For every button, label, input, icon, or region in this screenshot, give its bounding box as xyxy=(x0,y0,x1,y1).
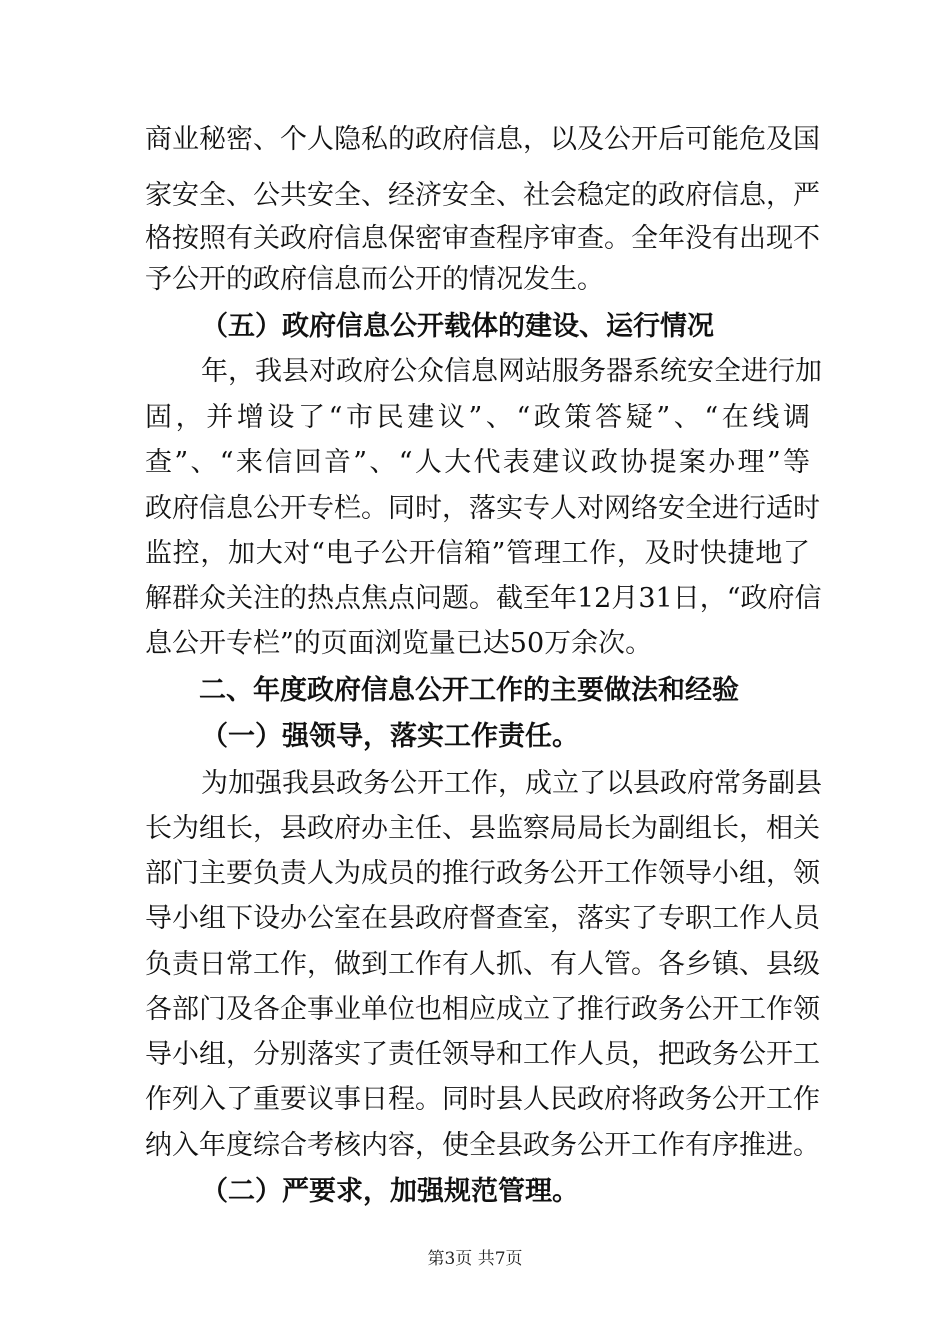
subsection-heading: （二）严要求，加强规范管理。 xyxy=(201,1176,579,1207)
paragraph-line: 商业秘密、个人隐私的政府信息，以及公开后可能危及国 xyxy=(145,124,820,155)
paragraph-line: 导小组，分别落实了责任领导和工作人员，把政务公开工 xyxy=(145,1039,820,1070)
paragraph-line: 纳入年度综合考核内容，使全县政务公开工作有序推进。 xyxy=(145,1130,820,1161)
paragraph-line: 查”、“来信回音”、“人大代表建议政协提案办理”等 xyxy=(145,447,810,478)
paragraph-line: 部门主要负责人为成员的推行政务公开工作领导小组，领 xyxy=(145,858,820,889)
paragraph-line: 政府信息公开专栏。同时，落实专人对网络安全进行适时 xyxy=(145,493,820,524)
paragraph-line: 负责日常工作，做到工作有人抓、有人管。各乡镇、县级 xyxy=(145,949,820,980)
paragraph-line: 年，我县对政府公众信息网站服务器系统安全进行加 xyxy=(201,356,822,387)
paragraph-line: 固，并增设了“市民建议”、“政策答疑”、“在线调 xyxy=(145,402,810,433)
paragraph-line: 为加强我县政务公开工作，成立了以县政府常务副县 xyxy=(201,768,822,799)
section-heading: 二、年度政府信息公开工作的主要做法和经验 xyxy=(199,675,739,706)
paragraph-line: 长为组长，县政府办主任、县监察局局长为副组长，相关 xyxy=(145,813,820,844)
subsection-heading: （一）强领导，落实工作责任。 xyxy=(201,721,579,752)
paragraph-line: 予公开的政府信息而公开的情况发生。 xyxy=(145,264,604,295)
page-number-footer: 第3页 共7页 xyxy=(427,1249,523,1269)
section-heading: （五）政府信息公开载体的建设、运行情况 xyxy=(201,311,714,342)
paragraph-line: 家安全、公共安全、经济安全、社会稳定的政府信息，严 xyxy=(145,180,820,211)
paragraph-line: 解群众关注的热点焦点问题。截至年12月31日，“政府信 xyxy=(145,583,822,614)
paragraph-line: 作列入了重要议事日程。同时县人民政府将政务公开工作 xyxy=(145,1084,820,1115)
paragraph-line: 监控，加大对“电子公开信箱”管理工作，及时快捷地了 xyxy=(145,538,810,569)
paragraph-line: 格按照有关政府信息保密审查程序审查。全年没有出现不 xyxy=(145,223,820,254)
paragraph-line: 各部门及各企事业单位也相应成立了推行政务公开工作领 xyxy=(145,994,820,1025)
paragraph-line: 息公开专栏”的页面浏览量已达50万余次。 xyxy=(145,628,653,659)
paragraph-line: 导小组下设办公室在县政府督查室，落实了专职工作人员 xyxy=(145,903,820,934)
